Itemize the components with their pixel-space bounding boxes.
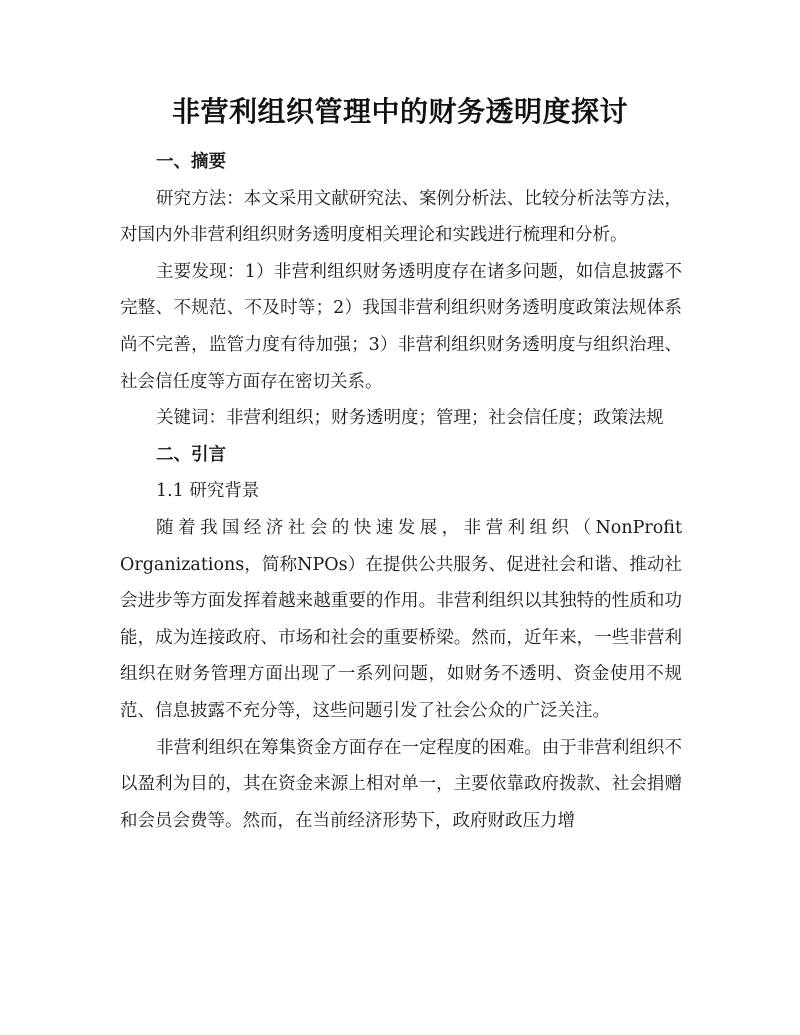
intro-heading: 二、引言 bbox=[156, 444, 226, 465]
abstract-heading: 一、摘要 bbox=[156, 152, 226, 172]
document-body bbox=[120, 144, 682, 839]
abstract-method-paragraph: 研究方法：本文采用文献研究法、案例分析法、比较分析法等方法，对国内外非营利组织财务透明度相关理论和实践进行梳理和分析。 bbox=[120, 188, 682, 246]
abstract-keywords-paragraph: 关键词：非营利组织；财务透明度；管理；社会信任度；政策法规 bbox=[156, 408, 664, 429]
document-title: 非营利组织管理中的财务透明度探讨 bbox=[171, 95, 628, 128]
intro-subheading: 1.1 研究背景 bbox=[156, 481, 260, 502]
abstract-findings-paragraph: 主要发现：1）非营利组织财务透明度存在诸多问题，如信息披露不完整、不规范、不及时等；2）我国非营利组织财务透明度政策法规体系尚不完善，监管力度有待加强；3）非营利组织财务透明度与组织治理、社会信任度等方面存在密切关系。 bbox=[120, 261, 682, 392]
intro-paragraph-1: 随着我国经济社会的快速发展，非营利组织（NonProfit Organizations，简称NPOs）在提供公共服务、促进社会和谐、推动社会进步等方面发挥着越来越重要的作用。非营利组织以其独特的性质和功能，成为连接政府、市场和社会的重要桥梁。然而，近年来，一些非营利组织在财务管理方面出现了一系列问题，如财务不透明、资金使用不规范、信息披露不充分等，这些问题引发了社会公众的广泛关注。 bbox=[120, 517, 682, 721]
intro-paragraph-2: 非营利组织在筹集资金方面存在一定程度的困难。由于非营利组织不以盈利为目的，其在资金来源上相对单一，主要依靠政府拨款、社会捐赠和会员会费等。然而，在当前经济形势下，政府财政压力增 bbox=[120, 737, 682, 831]
